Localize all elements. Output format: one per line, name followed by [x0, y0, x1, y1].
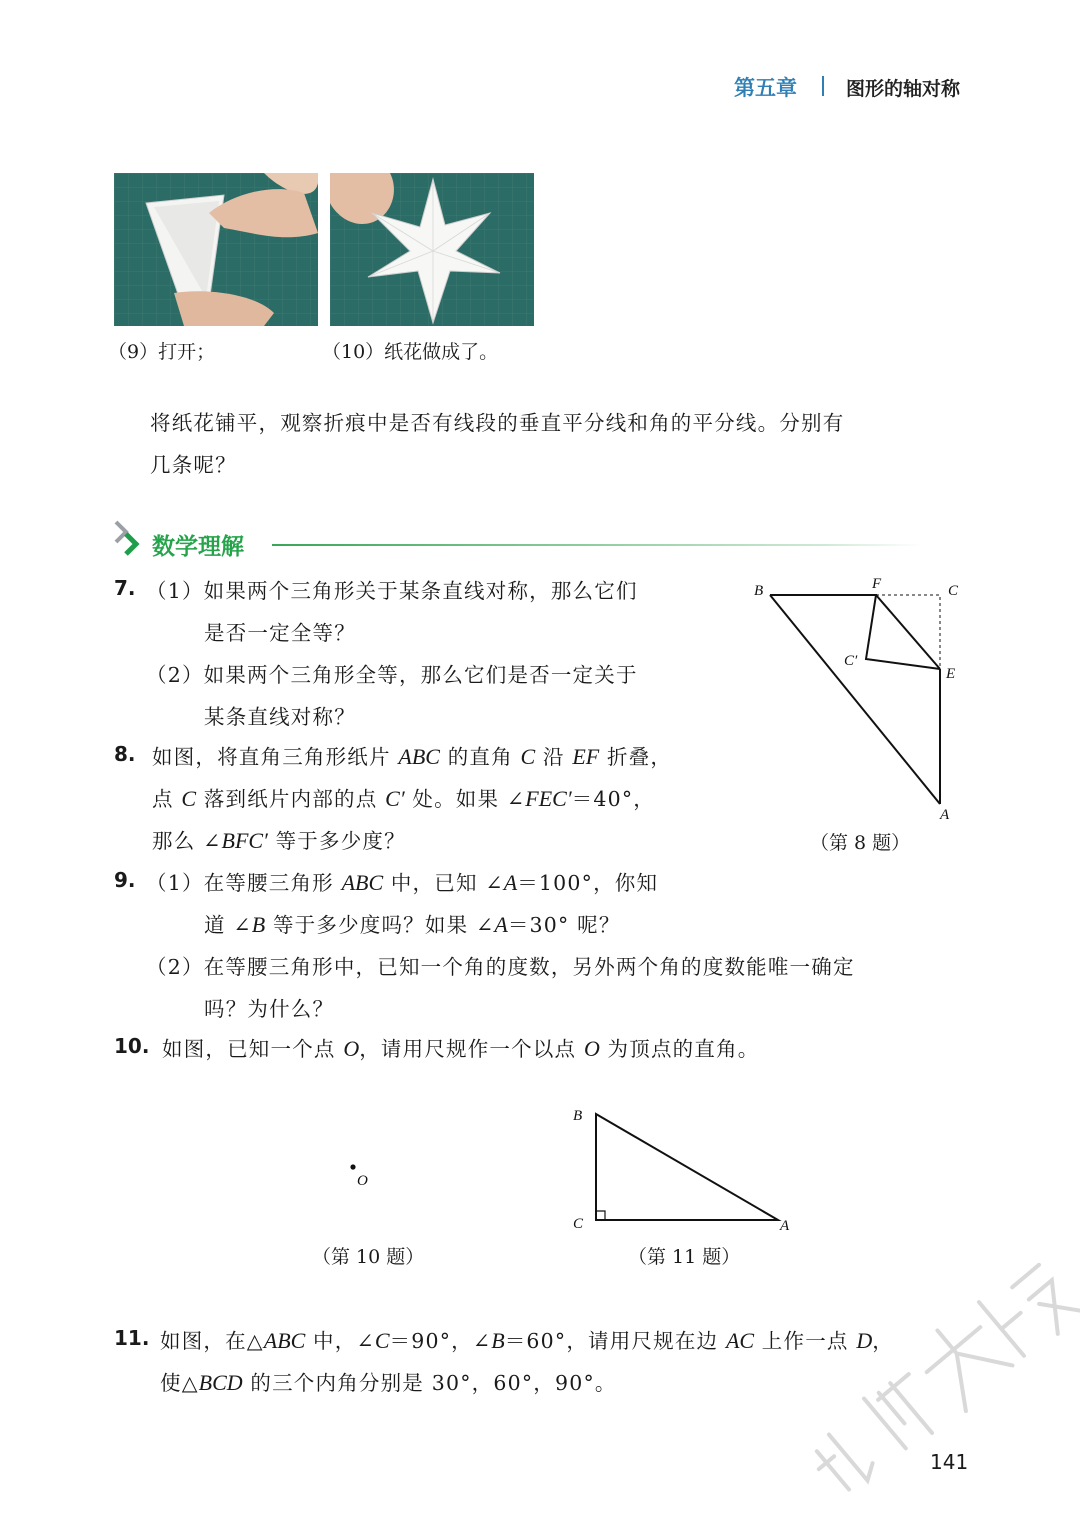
q11-line2: 使△BCD 的三个内角分别是 30°，60°，90°。 [160, 1370, 617, 1395]
q9-part2-line1: （2）在等腰三角形中，已知一个角的度数，另外两个角的度数能唯一确定 [146, 955, 855, 979]
q7-part1-line1: （1）如果两个三角形关于某条直线对称，那么它们 [146, 579, 638, 603]
photo-step-9 [114, 173, 318, 326]
photo-step-10 [330, 173, 534, 326]
chapter-label: 第五章 [734, 76, 797, 100]
q9-part2-line2: 吗？为什么？ [204, 997, 335, 1021]
fig11-caption: （第 11 题） [628, 1246, 741, 1268]
photo-caption-9: （9）打开； [108, 341, 216, 363]
q11-number: 11. [114, 1326, 150, 1350]
header-divider [822, 76, 824, 96]
point-O [350, 1164, 355, 1169]
q11-line1: 如图，在△ABC 中，∠C＝90°，∠B＝60°，请用尺规在边 AC 上作一点 D， [160, 1328, 894, 1353]
fig8-label-C: C [948, 583, 959, 599]
q9-part1-line2: 道 ∠B 等于多少度吗？如果 ∠A＝30° 呢？ [204, 912, 621, 937]
fig10-caption: （第 10 题） [312, 1246, 425, 1268]
q7-part1-line2: 是否一定全等？ [204, 621, 356, 645]
fig11-label-A: A [780, 1218, 790, 1234]
q10-number: 10. [114, 1034, 150, 1058]
fig11-label-C: C [573, 1216, 584, 1232]
fig8-label-Cprime: C′ [844, 653, 858, 669]
figure-q8 [748, 574, 968, 824]
q7-number: 7. [114, 576, 136, 600]
q8-number: 8. [114, 742, 136, 766]
watermark-logo [740, 1200, 1080, 1520]
intro-paragraph [150, 402, 966, 486]
fig8-label-A: A [940, 807, 950, 823]
q8-line2: 点 C 落到纸片内部的点 C′ 处。如果 ∠FEC′＝40°， [152, 786, 655, 811]
photo-caption-10: （10）纸花做成了。 [322, 341, 499, 363]
fig10-label-O: O [357, 1173, 368, 1189]
figure-q10 [340, 1155, 390, 1195]
chapter-title: 图形的轴对称 [846, 78, 961, 100]
page-number: 141 [930, 1450, 969, 1474]
q9-number: 9. [114, 868, 136, 892]
chevron-right-icon [112, 518, 148, 558]
section-title: 数学理解 [152, 534, 244, 560]
fig8-label-F: F [872, 576, 882, 592]
q10-text: 如图，已知一个点 O，请用尺规作一个以点 O 为顶点的直角。 [162, 1036, 760, 1061]
q9-part1-line1: （1）在等腰三角形 ABC 中，已知 ∠A＝100°，你知 [146, 870, 659, 895]
fig11-label-B: B [573, 1108, 583, 1124]
intro-line-2: 几条呢？ [150, 453, 237, 477]
fig8-label-B: B [754, 583, 764, 599]
q8-line3: 那么 ∠BFC′ 等于多少度？ [152, 828, 406, 853]
intro-line-1: 将纸花铺平，观察折痕中是否有线段的垂直平分线和角的平分线。分别有 [150, 411, 845, 435]
fig8-label-E: E [946, 666, 956, 682]
fig8-caption: （第 8 题） [810, 832, 911, 854]
section-rule [272, 544, 922, 546]
q8-line1: 如图，将直角三角形纸片 ABC 的直角 C 沿 EF 折叠， [152, 744, 673, 769]
q7-part2-line2: 某条直线对称？ [204, 705, 356, 729]
q7-part2-line1: （2）如果两个三角形全等，那么它们是否一定关于 [146, 663, 638, 687]
